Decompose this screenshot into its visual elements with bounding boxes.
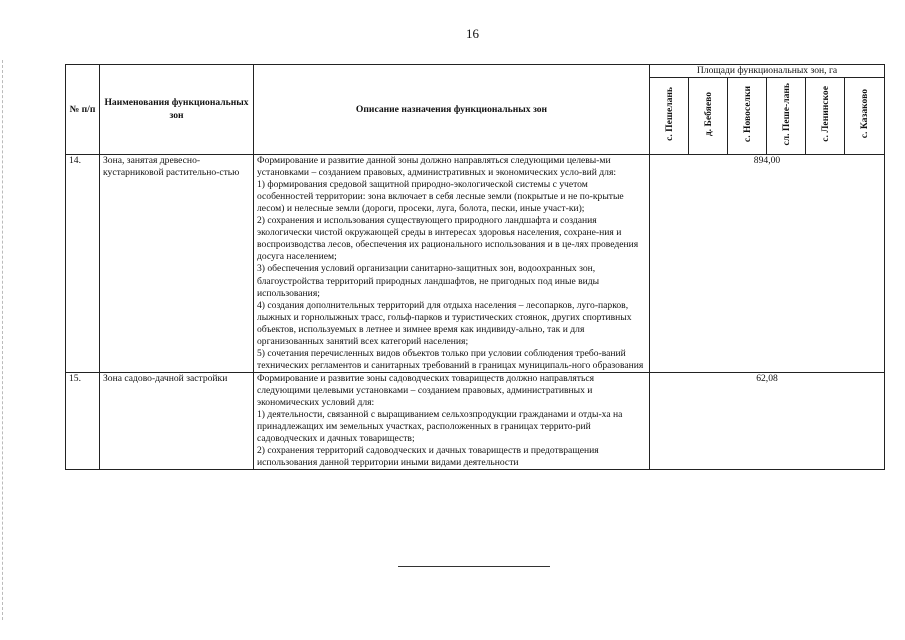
page-edge-dashes bbox=[2, 60, 4, 620]
header-settlement: сл. Пеше-лань bbox=[767, 78, 806, 155]
zone-name: Зона, занятая древесно-кустарниковой растительно-стью bbox=[100, 155, 254, 373]
header-description: Описание назначения функциональных зон bbox=[254, 65, 650, 155]
zone-area: 894,00 bbox=[650, 155, 885, 373]
description-paragraph: Формирование и развитие зоны садоводческих товариществ должно направляться следующими целевыми установками – созданием правовых, административных и экономических условий для: bbox=[257, 372, 595, 408]
footer-rule bbox=[398, 566, 550, 567]
description-paragraph: 3) обеспечения условий организации санитарно-защитных зон, водоохранных зон, благоустройства территорий природных ландшафтов, не пригодных под иные виды использования; bbox=[257, 263, 600, 299]
header-num: № п/п bbox=[66, 65, 100, 155]
header-settlement: с. Новоселки bbox=[728, 78, 767, 155]
header-settlement: д. Бебяево bbox=[689, 78, 728, 155]
description-paragraph: 5) сочетания перечисленных видов объектов только при условии соблюдения требо-ваний технических регламентов и санитарных требований в границах муниципаль-ного образования bbox=[257, 347, 644, 371]
zone-area: 62,08 bbox=[650, 372, 885, 469]
description-paragraph: 2) сохранения и использования существующего природного ландшафта и создания экологически чистой окружающей среды в интересах здоровья населения, сохране-ния и воспроизводства лесов, обеспечения их рационального использования и в це-лях проведения досуга населением; bbox=[257, 215, 639, 263]
zone-description bbox=[254, 372, 650, 469]
header-settlement: с. Ленинское bbox=[806, 78, 845, 155]
description-paragraph: 1) формирования средовой защитной природно-экологической системы с учетом особенностей территории: зона включает в себя лесные земли (покрытые и не по-крытые лесом) и нелесные земли (дороги, просеки, луга, болота, пески, иные участ-ки); bbox=[257, 179, 624, 215]
description-paragraph: 1) деятельности, связанной с выращиванием сельхозпродукции гражданами и отды-ха на принадлежащих им земельных участках, расположенных в границах террито-рий садоводческих и дачных товариществ; bbox=[257, 409, 623, 445]
table-row bbox=[66, 155, 885, 373]
description-paragraph: Формирование и развитие данной зоны должно направляться следующими целевы-ми установками – созданием правовых, административных и экономических усло-вий для: bbox=[257, 155, 617, 179]
zone-name: Зона садово-дачной застройки bbox=[100, 372, 254, 469]
functional-zones-table bbox=[65, 64, 885, 470]
header-name: Наименования функциональных зон bbox=[100, 65, 254, 155]
zone-description bbox=[254, 155, 650, 373]
table-row bbox=[66, 372, 885, 469]
header-settlement: с. Казаково bbox=[845, 78, 885, 155]
page-number: 16 bbox=[466, 26, 479, 41]
header-areas-title: Площади функциональных зон, га bbox=[650, 65, 885, 78]
description-paragraph: 2) сохранения территорий садоводческих и дачных товариществ и предотвращения использования данной территории иными видами деятельности bbox=[257, 445, 599, 469]
row-number: 14. bbox=[66, 155, 100, 373]
header-settlement: с. Пешелань bbox=[650, 78, 689, 155]
row-number: 15. bbox=[66, 372, 100, 469]
header-row-1 bbox=[66, 65, 885, 78]
description-paragraph: 4) создания дополнительных территорий для отдыха населения – лесопарков, луго-парков, лыжных и горнолыжных трасс, гольф-парков и туристических стоянок, других спортивных объектов, используемых в летнее и зимнее время как индивиду-ально, так и для организованных занятий всех категорий населения; bbox=[257, 299, 632, 347]
